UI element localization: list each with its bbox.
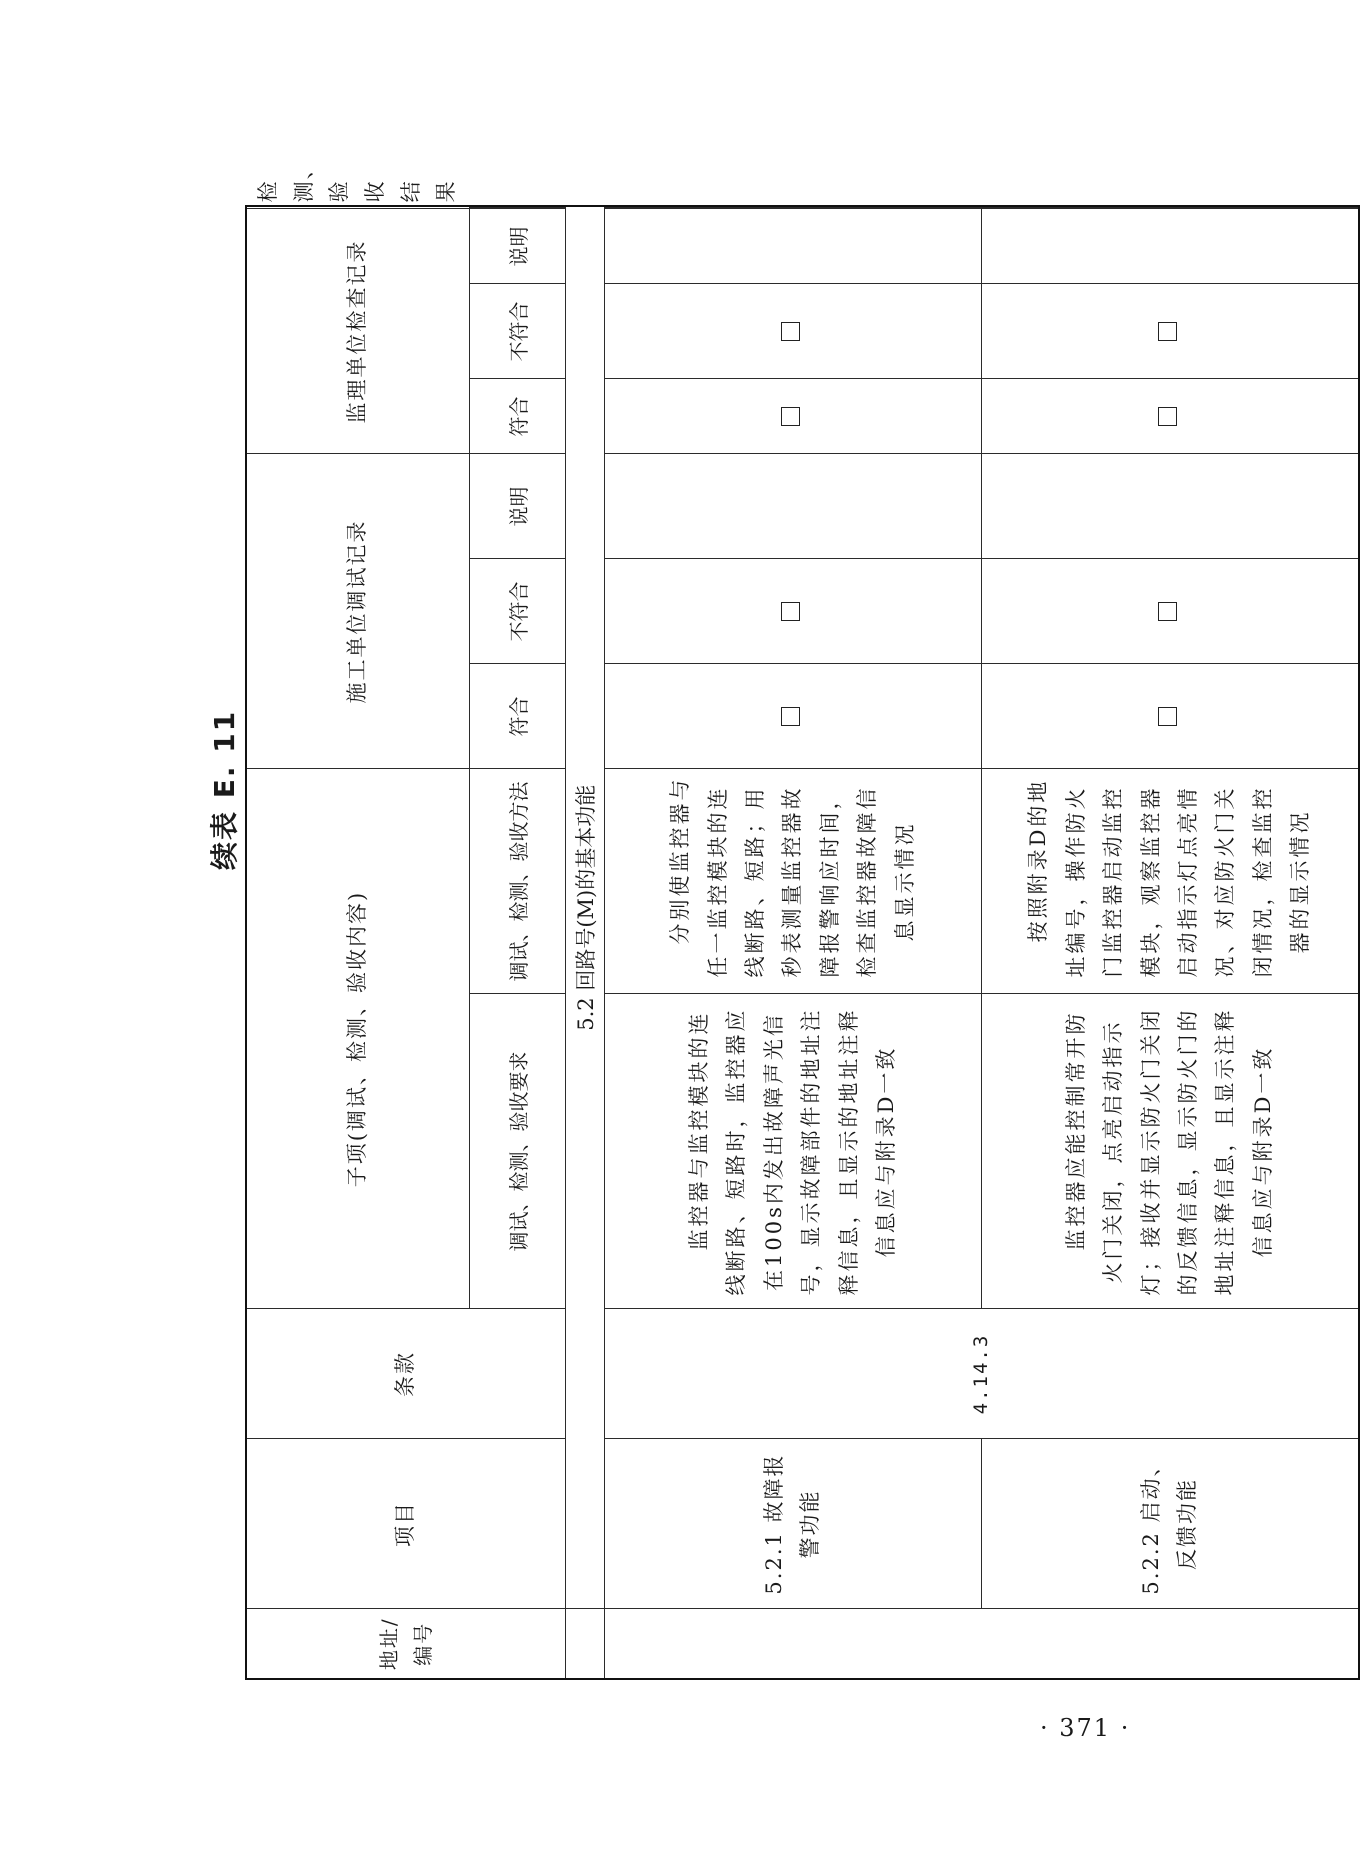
header-clause: 条款	[246, 1309, 566, 1439]
header-supervision: 监理单位检查记录	[246, 209, 470, 454]
clause-number: 4.14.3	[605, 1309, 1359, 1439]
row2-construction-conform[interactable]	[982, 664, 1359, 769]
row1-construction-conform[interactable]	[605, 664, 982, 769]
row2-construction-nonconform[interactable]	[982, 559, 1359, 664]
row1-supervision-note[interactable]	[605, 209, 982, 284]
row2-result-note[interactable]	[982, 206, 1359, 207]
header-requirement: 调试、检测、验收要求	[470, 994, 566, 1309]
page-title: 续表 E. 11	[208, 709, 241, 870]
header-construction: 施工单位调试记录	[246, 454, 470, 769]
header-method: 调试、检测、验收方法	[470, 769, 566, 994]
inspection-table	[245, 156, 1360, 1680]
header-construction-conform: 符合	[470, 664, 566, 769]
row1-requirement: 监控器与监控模块的连线断路、短路时，监控器应在100s内发出故障声光信号，显示故障部件的地址注释信息，且显示的地址注释信息应与附录D一致	[605, 994, 982, 1309]
header-unqualified	[470, 207, 566, 208]
header-supervision-note: 说明	[470, 209, 566, 284]
row-address-cell	[605, 1609, 1359, 1679]
row1-qualified[interactable]	[605, 208, 982, 209]
row1-method: 分别使监控器与任一监控模块的连线断路、短路；用秒表测量监控器故障报警响应时间，检查监控器故障信息显示情况	[605, 769, 982, 994]
row1-grade	[605, 207, 982, 208]
checkbox[interactable]	[781, 322, 800, 341]
row1-construction-nonconform[interactable]	[605, 559, 982, 664]
header-supervision-conform: 符合	[470, 379, 566, 454]
header-subitem: 子项(调试、检测、验收内容)	[246, 769, 470, 1309]
row2-supervision-note[interactable]	[982, 209, 1359, 284]
row2-supervision-conform[interactable]	[982, 379, 1359, 454]
checkbox[interactable]	[1158, 707, 1177, 726]
page-number: · 371 ·	[1040, 1714, 1131, 1742]
checkbox[interactable]	[1158, 602, 1177, 621]
row2-construction-note[interactable]	[982, 454, 1359, 559]
checkbox[interactable]	[1158, 407, 1177, 426]
row2-project: 5.2.2 启动、反馈功能	[982, 1439, 1359, 1609]
row2-grade	[982, 207, 1359, 208]
header-construction-nonconform: 不符合	[470, 559, 566, 664]
row1-construction-note[interactable]	[605, 454, 982, 559]
checkbox[interactable]	[781, 407, 800, 426]
row2-requirement: 监控器应能控制常开防火门关闭，点亮启动指示灯；接收并显示防火门关闭的反馈信息，显示防火门的地址注释信息，且显示注释信息应与附录D一致	[982, 994, 1359, 1309]
checkbox[interactable]	[781, 602, 800, 621]
section-label: 5.2 回路号(M)的基本功能	[566, 206, 605, 1609]
checkbox[interactable]	[1158, 322, 1177, 341]
rotated-table-container	[245, 156, 1312, 1680]
row1-supervision-nonconform[interactable]	[605, 284, 982, 379]
header-qualified	[470, 208, 566, 209]
row1-result-note[interactable]	[605, 206, 982, 207]
row2-supervision-nonconform[interactable]	[982, 284, 1359, 379]
header-address: 地址/编号	[246, 1609, 566, 1679]
row1-supervision-conform[interactable]	[605, 379, 982, 454]
header-construction-note: 说明	[470, 454, 566, 559]
row2-method: 按照附录D的地址编号，操作防火门监控器启动监控模块，观察监控器启动指示灯点亮情况、对应防火门关闭情况，检查监控器的显示情况	[982, 769, 1359, 994]
header-result-note	[470, 206, 566, 207]
checkbox[interactable]	[781, 707, 800, 726]
section-address-cell	[566, 1609, 605, 1679]
row1-project: 5.2.1 故障报警功能	[605, 1439, 982, 1609]
header-result: 检测、验收结果	[246, 206, 470, 209]
header-project: 项目	[246, 1439, 566, 1609]
header-supervision-nonconform: 不符合	[470, 284, 566, 379]
row2-qualified[interactable]	[982, 208, 1359, 209]
